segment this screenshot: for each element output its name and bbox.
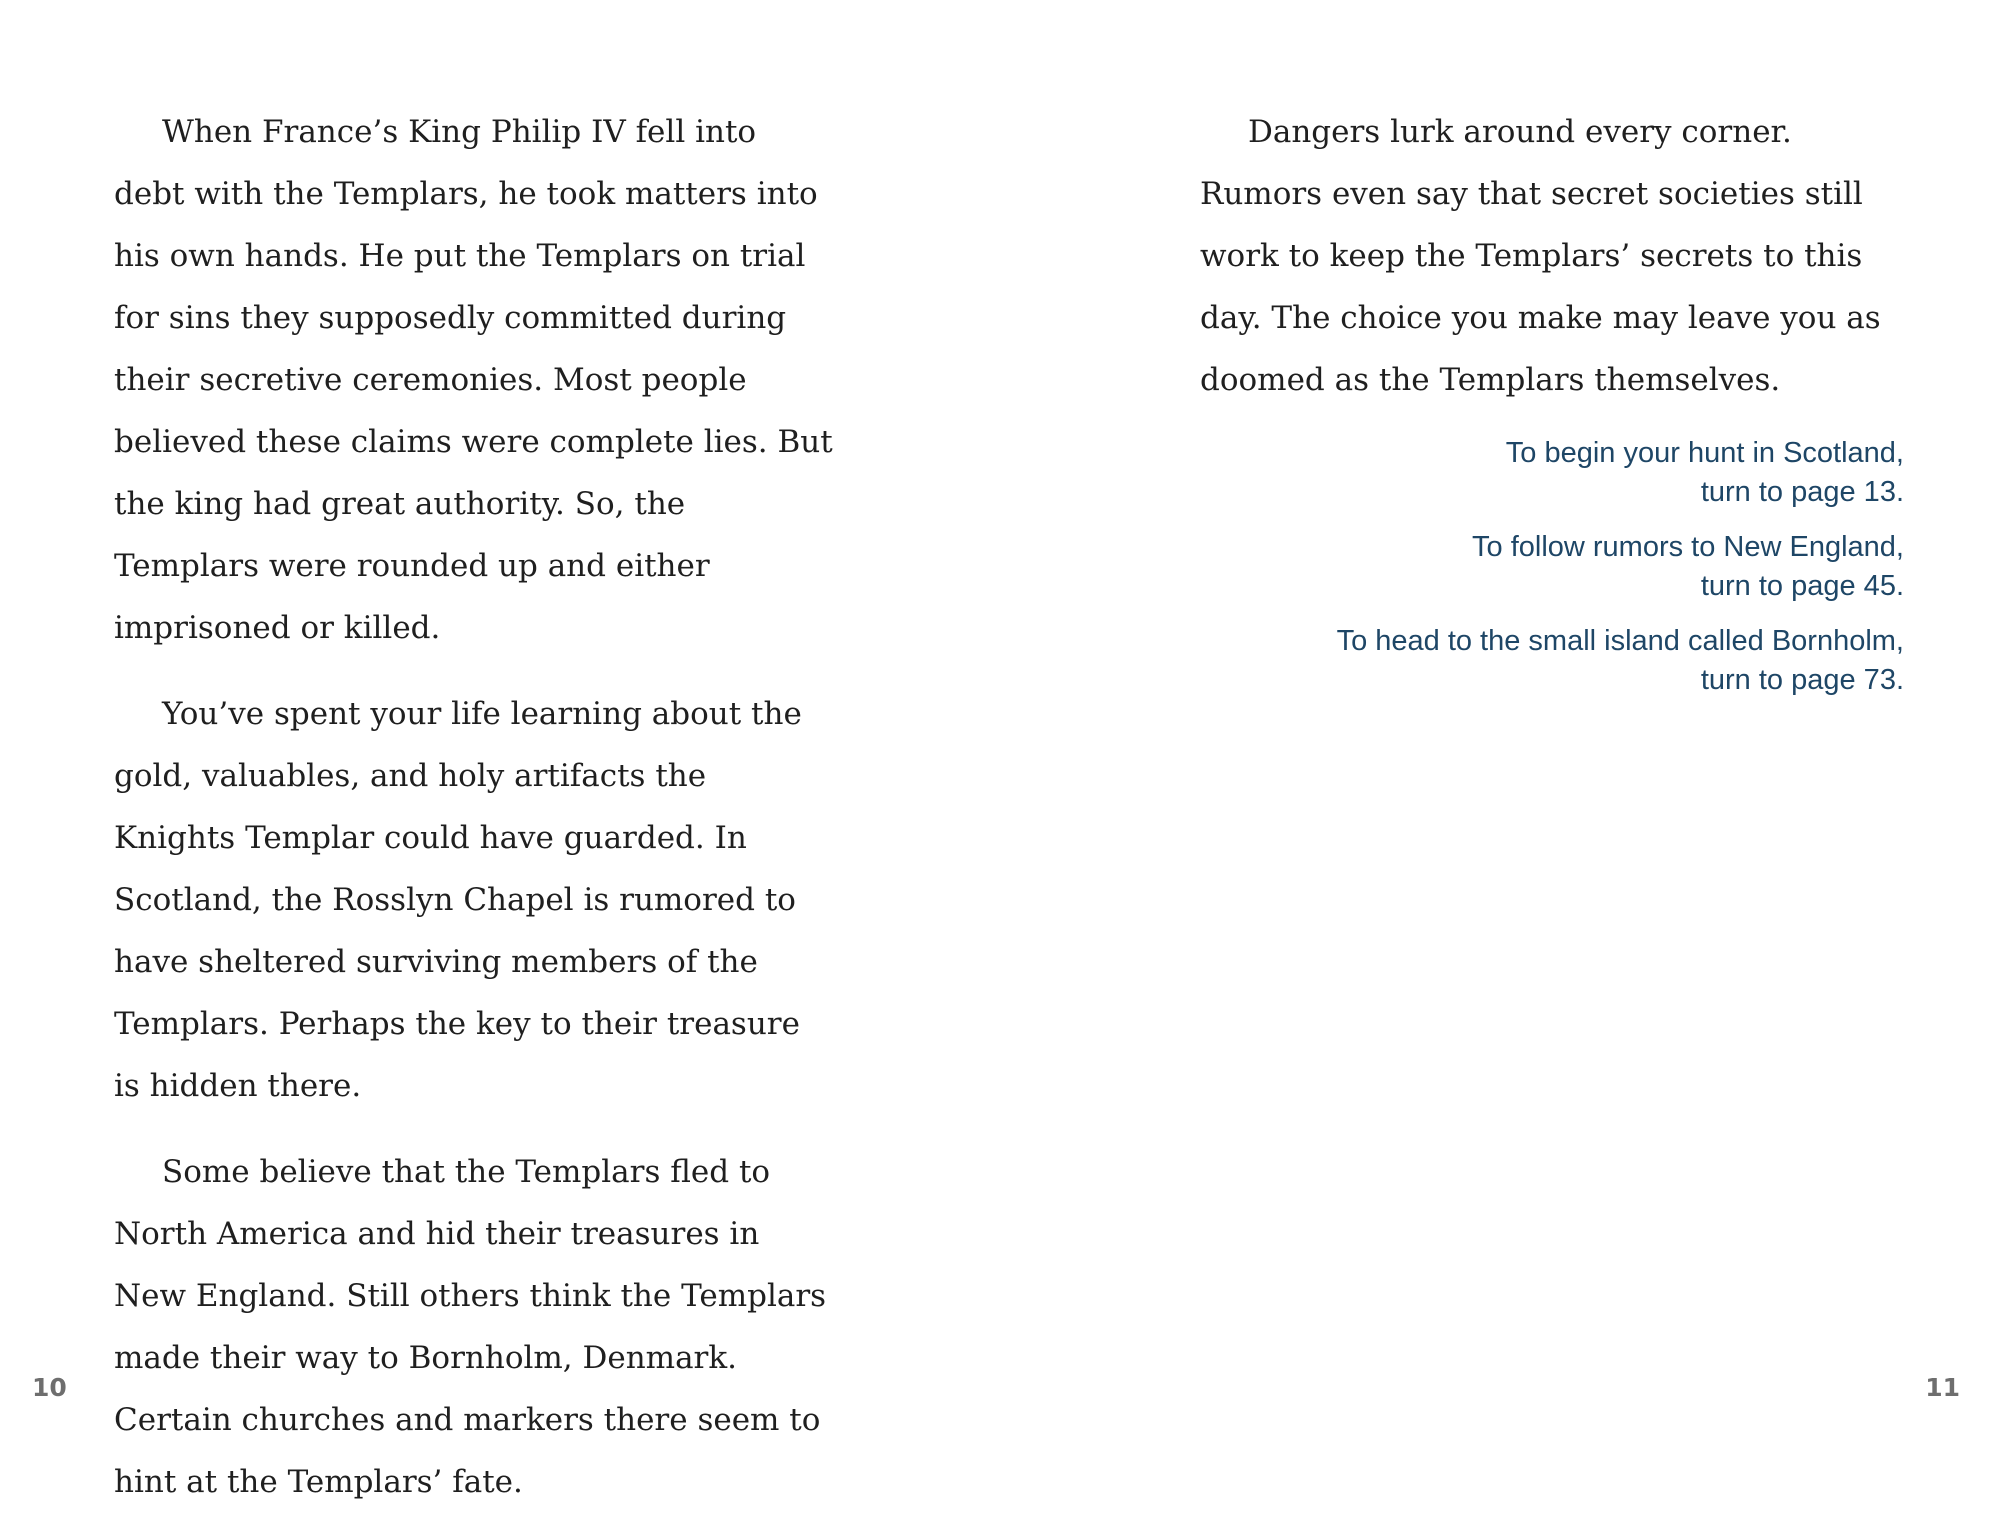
choice-bornholm-text: To head to the small island called Bornholm, [1336, 625, 1904, 657]
choice-new-england-page: turn to page 45. [1700, 570, 1904, 602]
choice-new-england-text: To follow rumors to New England, [1472, 531, 1904, 563]
choice-scotland-page: turn to page 13. [1700, 476, 1904, 508]
choice-bornholm-page: turn to page 73. [1700, 664, 1904, 696]
right-page-body [1200, 101, 1920, 411]
left-page-body [114, 101, 834, 1513]
paragraph-dangers: Dangers lurk around every corner. Rumors even say that secret societies still work to keep the Templars’ secrets to this day. The choice you make may leave you as doomed as the Templars themselves. [1200, 114, 1881, 398]
page-number-right: 11 [1925, 1373, 1960, 1402]
paragraph-knights-artifacts: You’ve spent your life learning about the gold, valuables, and holy artifacts the Knights Templar could have guarded. In Scotland, the Rosslyn Chapel is rumored to have sheltered surviving members of the Templars. Perhaps the key to their treasure is hidden there. [114, 696, 802, 1104]
page-number-left: 10 [32, 1373, 67, 1402]
left-page [0, 0, 1000, 1500]
paragraph-templars-fled: Some believe that the Templars fled to North America and hid their treasures in New England. Still others think the Templars made their way to Bornholm, Denmark. Certain churches and markers there seem to hint at the Templars’ fate. [114, 1154, 827, 1500]
choice-scotland-text: To begin your hunt in Scotland, [1505, 437, 1904, 469]
choice-new-england[interactable] [1204, 528, 1904, 606]
story-choices [1204, 434, 1904, 716]
choice-bornholm[interactable] [1204, 622, 1904, 700]
paragraph-king-philip: When France’s King Philip IV fell into debt with the Templars, he took matters into his own hands. He put the Templars on trial for sins they supposedly committed during their secretive ceremonies. Most people believed these claims were complete lies. But the king had great authority. So, the Templars were rounded up and either imprisoned or killed. [114, 114, 833, 646]
choice-scotland[interactable] [1204, 434, 1904, 512]
right-page [1000, 0, 2000, 1428]
